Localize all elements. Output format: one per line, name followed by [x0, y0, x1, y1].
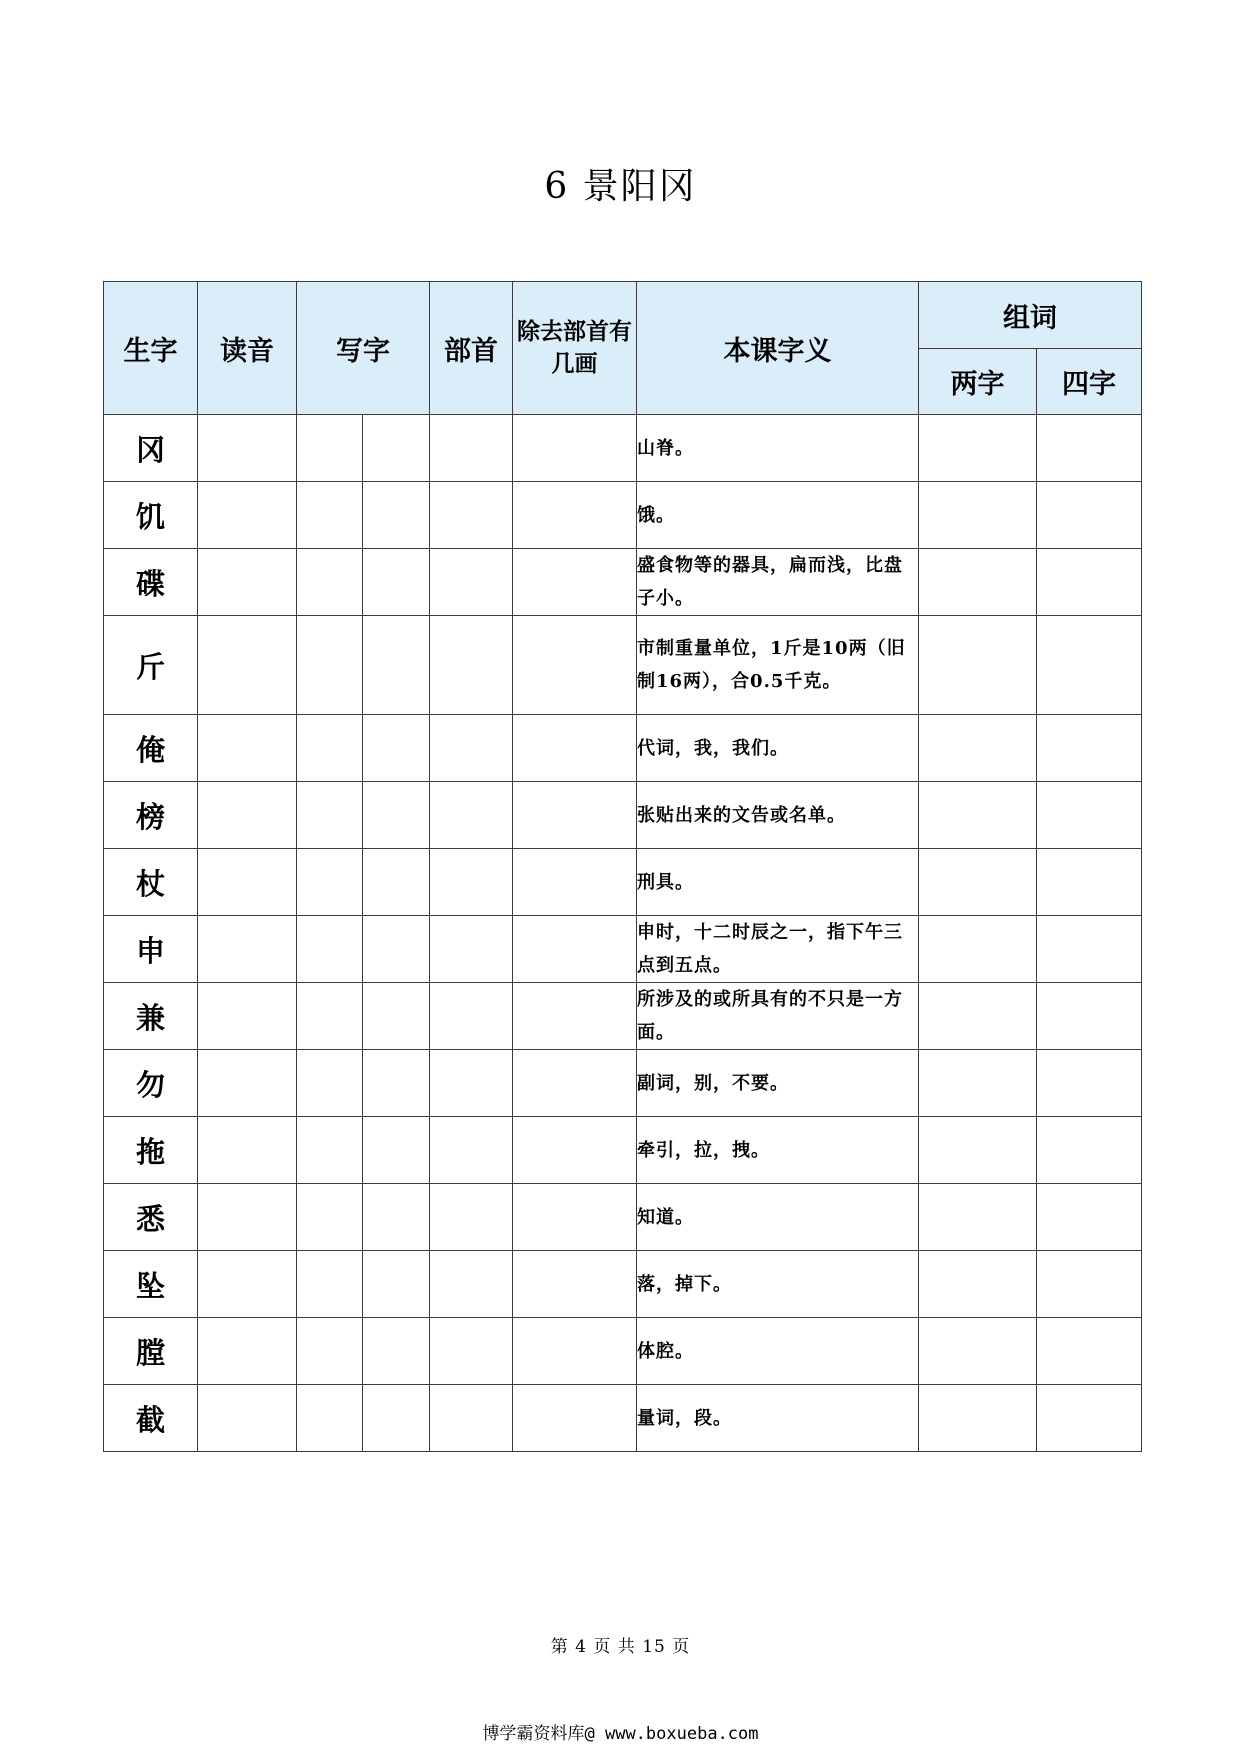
writing-cell-2[interactable] [363, 715, 430, 782]
table-row [104, 616, 1142, 715]
writing-cell-2[interactable] [363, 415, 430, 482]
char-cell: 坠 [104, 1251, 198, 1318]
writing-cell-1[interactable] [297, 916, 363, 983]
writing-cell-1[interactable] [297, 482, 363, 549]
meaning-cell: 落，掉下。 [637, 1251, 919, 1318]
radical-cell[interactable] [430, 415, 513, 482]
stroke-count-cell[interactable] [513, 916, 637, 983]
writing-cell-1[interactable] [297, 849, 363, 916]
two-char-word-cell[interactable] [919, 1318, 1037, 1385]
char-cell: 勿 [104, 1050, 198, 1117]
stroke-count-cell[interactable] [513, 549, 637, 616]
four-char-word-cell[interactable] [1037, 782, 1142, 849]
four-char-word-cell[interactable] [1037, 1251, 1142, 1318]
reading-cell[interactable] [198, 1251, 297, 1318]
header-sizi: 四字 [1037, 349, 1142, 415]
four-char-word-cell[interactable] [1037, 1385, 1142, 1452]
char-cell: 截 [104, 1385, 198, 1452]
char-cell: 杖 [104, 849, 198, 916]
radical-cell[interactable] [430, 916, 513, 983]
two-char-word-cell[interactable] [919, 1050, 1037, 1117]
radical-cell[interactable] [430, 1318, 513, 1385]
two-char-word-cell[interactable] [919, 983, 1037, 1050]
two-char-word-cell[interactable] [919, 916, 1037, 983]
header-shengzi: 生字 [104, 282, 198, 415]
reading-cell[interactable] [198, 715, 297, 782]
two-char-word-cell[interactable] [919, 549, 1037, 616]
two-char-word-cell[interactable] [919, 482, 1037, 549]
radical-cell[interactable] [430, 549, 513, 616]
four-char-word-cell[interactable] [1037, 482, 1142, 549]
radical-cell[interactable] [430, 1117, 513, 1184]
writing-cell-1[interactable] [297, 983, 363, 1050]
reading-cell[interactable] [198, 616, 297, 715]
char-cell: 冈 [104, 415, 198, 482]
table-row [104, 1050, 1142, 1117]
meaning-cell: 饿。 [637, 482, 919, 549]
writing-cell-2[interactable] [363, 1184, 430, 1251]
stroke-count-cell[interactable] [513, 616, 637, 715]
vocab-table [103, 281, 1142, 1452]
stroke-count-cell[interactable] [513, 1117, 637, 1184]
stroke-count-cell[interactable] [513, 1251, 637, 1318]
writing-cell-1[interactable] [297, 415, 363, 482]
table-row [104, 849, 1142, 916]
table-row [104, 415, 1142, 482]
radical-cell[interactable] [430, 1251, 513, 1318]
char-cell: 斤 [104, 616, 198, 715]
table-row [104, 916, 1142, 983]
header-bushou: 部首 [430, 282, 513, 415]
reading-cell[interactable] [198, 415, 297, 482]
four-char-word-cell[interactable] [1037, 549, 1142, 616]
reading-cell[interactable] [198, 1318, 297, 1385]
radical-cell[interactable] [430, 983, 513, 1050]
writing-cell-1[interactable] [297, 715, 363, 782]
two-char-word-cell[interactable] [919, 415, 1037, 482]
two-char-word-cell[interactable] [919, 849, 1037, 916]
writing-cell-1[interactable] [297, 782, 363, 849]
two-char-word-cell[interactable] [919, 782, 1037, 849]
reading-cell[interactable] [198, 1050, 297, 1117]
reading-cell[interactable] [198, 1117, 297, 1184]
stroke-count-cell[interactable] [513, 415, 637, 482]
four-char-word-cell[interactable] [1037, 1184, 1142, 1251]
writing-cell-2[interactable] [363, 616, 430, 715]
two-char-word-cell[interactable] [919, 1184, 1037, 1251]
four-char-word-cell[interactable] [1037, 849, 1142, 916]
four-char-word-cell[interactable] [1037, 1318, 1142, 1385]
stroke-count-cell[interactable] [513, 983, 637, 1050]
writing-cell-2[interactable] [363, 1050, 430, 1117]
writing-cell-2[interactable] [363, 782, 430, 849]
radical-cell[interactable] [430, 1385, 513, 1452]
char-cell: 膛 [104, 1318, 198, 1385]
table-row [104, 482, 1142, 549]
writing-cell-1[interactable] [297, 549, 363, 616]
reading-cell[interactable] [198, 1385, 297, 1452]
meaning-cell: 申时，十二时辰之一，指下午三点到五点。 [637, 916, 919, 983]
table-row [104, 1318, 1142, 1385]
stroke-count-cell[interactable] [513, 1050, 637, 1117]
radical-cell[interactable] [430, 715, 513, 782]
table-row [104, 1184, 1142, 1251]
header-xiezi: 写字 [297, 282, 430, 415]
page-number: 第 4 页 共 15 页 [550, 1637, 691, 1657]
meaning-cell: 张贴出来的文告或名单。 [637, 782, 919, 849]
char-cell: 拖 [104, 1117, 198, 1184]
writing-cell-2[interactable] [363, 1318, 430, 1385]
stroke-count-cell[interactable] [513, 715, 637, 782]
two-char-word-cell[interactable] [919, 1117, 1037, 1184]
writing-cell-1[interactable] [297, 1050, 363, 1117]
reading-cell[interactable] [198, 782, 297, 849]
reading-cell[interactable] [198, 482, 297, 549]
header-zuci: 组词 [919, 282, 1142, 349]
meaning-cell: 量词，段。 [637, 1385, 919, 1452]
char-cell: 榜 [104, 782, 198, 849]
two-char-word-cell[interactable] [919, 1385, 1037, 1452]
meaning-cell: 刑具。 [637, 849, 919, 916]
table-row [104, 983, 1142, 1050]
writing-cell-2[interactable] [363, 1385, 430, 1452]
reading-cell[interactable] [198, 1184, 297, 1251]
radical-cell[interactable] [430, 1184, 513, 1251]
meaning-cell: 副词，别，不要。 [637, 1050, 919, 1117]
meaning-cell: 知道。 [637, 1184, 919, 1251]
writing-cell-1[interactable] [297, 1117, 363, 1184]
header-meaning: 本课字义 [637, 282, 919, 415]
char-cell: 悉 [104, 1184, 198, 1251]
two-char-word-cell[interactable] [919, 715, 1037, 782]
reading-cell[interactable] [198, 983, 297, 1050]
writing-cell-1[interactable] [297, 616, 363, 715]
meaning-cell: 代词，我，我们。 [637, 715, 919, 782]
radical-cell[interactable] [430, 1050, 513, 1117]
writing-cell-2[interactable] [363, 983, 430, 1050]
writing-cell-2[interactable] [363, 1251, 430, 1318]
stroke-count-cell[interactable] [513, 1184, 637, 1251]
reading-cell[interactable] [198, 916, 297, 983]
watermark: 博学霸资料库@ www.boxueba.com [482, 1724, 759, 1744]
table-row [104, 1251, 1142, 1318]
two-char-word-cell[interactable] [919, 616, 1037, 715]
char-cell: 碟 [104, 549, 198, 616]
char-cell: 饥 [104, 482, 198, 549]
writing-cell-1[interactable] [297, 1184, 363, 1251]
four-char-word-cell[interactable] [1037, 983, 1142, 1050]
four-char-word-cell[interactable] [1037, 1050, 1142, 1117]
char-cell: 兼 [104, 983, 198, 1050]
stroke-count-cell[interactable] [513, 1385, 637, 1452]
writing-cell-2[interactable] [363, 849, 430, 916]
writing-cell-1[interactable] [297, 1318, 363, 1385]
table-row [104, 1385, 1142, 1452]
radical-cell[interactable] [430, 482, 513, 549]
header-liangzi: 两字 [919, 349, 1037, 415]
meaning-cell: 体腔。 [637, 1318, 919, 1385]
meaning-cell: 市制重量单位，1斤是10两（旧制16两），合0.5千克。 [637, 616, 919, 715]
two-char-word-cell[interactable] [919, 1251, 1037, 1318]
four-char-word-cell[interactable] [1037, 1117, 1142, 1184]
char-cell: 申 [104, 916, 198, 983]
char-cell: 俺 [104, 715, 198, 782]
table-row [104, 549, 1142, 616]
writing-cell-2[interactable] [363, 549, 430, 616]
stroke-count-cell[interactable] [513, 782, 637, 849]
radical-cell[interactable] [430, 782, 513, 849]
meaning-cell: 所涉及的或所具有的不只是一方面。 [637, 983, 919, 1050]
header-strokes: 除去部首有几画 [513, 282, 637, 415]
four-char-word-cell[interactable] [1037, 616, 1142, 715]
meaning-cell: 盛食物等的器具，扁而浅，比盘子小。 [637, 549, 919, 616]
stroke-count-cell[interactable] [513, 482, 637, 549]
page-title: 6 景阳冈 [544, 166, 697, 207]
writing-cell-2[interactable] [363, 1117, 430, 1184]
table-row [104, 1117, 1142, 1184]
radical-cell[interactable] [430, 849, 513, 916]
stroke-count-cell[interactable] [513, 849, 637, 916]
four-char-word-cell[interactable] [1037, 415, 1142, 482]
meaning-cell: 牵引，拉，拽。 [637, 1117, 919, 1184]
four-char-word-cell[interactable] [1037, 715, 1142, 782]
stroke-count-cell[interactable] [513, 1318, 637, 1385]
header-duyin: 读音 [198, 282, 297, 415]
radical-cell[interactable] [430, 616, 513, 715]
reading-cell[interactable] [198, 849, 297, 916]
writing-cell-1[interactable] [297, 1385, 363, 1452]
reading-cell[interactable] [198, 549, 297, 616]
table-row [104, 715, 1142, 782]
meaning-cell: 山脊。 [637, 415, 919, 482]
four-char-word-cell[interactable] [1037, 916, 1142, 983]
writing-cell-2[interactable] [363, 916, 430, 983]
writing-cell-2[interactable] [363, 482, 430, 549]
table-row [104, 782, 1142, 849]
writing-cell-1[interactable] [297, 1251, 363, 1318]
